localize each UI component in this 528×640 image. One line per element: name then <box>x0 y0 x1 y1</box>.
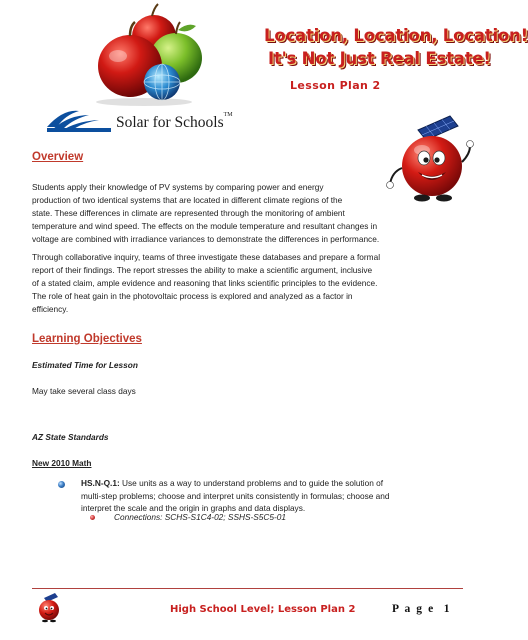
learning-objectives-heading: Learning Objectives <box>32 333 142 345</box>
footer-apple-icon <box>35 592 63 624</box>
text-line: report of their findings. The report stresses the ability to make a scientific argument, inclusive <box>32 265 373 276</box>
text-line: Through collaborative inquiry, teams of three investigate these databases and prepare a formal <box>32 252 381 262</box>
overview-paragraph-1 <box>32 181 462 246</box>
standard-code: HS.N-Q.1: <box>81 478 120 488</box>
apples-illustration-icon <box>26 0 226 108</box>
overview-paragraph-2 <box>32 251 462 316</box>
solar-for-schools-logo-text: Solar for Schools™ <box>116 112 233 131</box>
standard-line <box>81 477 461 490</box>
text-line: of a stated claim, ample evidence and reasoning that links scientific principles to the evidence. <box>32 278 378 289</box>
red-bullet-icon <box>90 515 95 520</box>
standard-hsnq1 <box>81 477 461 515</box>
standard-line: interpret the scale and the origin in graphs and data displays. <box>81 503 306 514</box>
standard-line: multi-step problems; choose and interpret units consistently in formulas; choose and <box>81 490 390 501</box>
text-line: voltage are combined with irradiance variances to demonstrate the differences in performance. <box>32 234 380 245</box>
estimated-time-label: Estimated Time for Lesson <box>32 360 138 370</box>
standard-text: Use units as a way to understand problems and to guide the solution of <box>119 478 384 488</box>
title-line-1: Location, Location, Location! <box>264 26 528 45</box>
page-number <box>392 603 451 615</box>
footer-divider <box>32 588 463 589</box>
text-line: The role of heat gain in the photovoltaic process is explored and analyzed as a factor in <box>32 291 353 302</box>
title-line-2: It's Not Just Real Estate! <box>268 49 491 68</box>
footer-lesson-text: High School Level; Lesson Plan 2 <box>170 604 356 615</box>
text-line: Students apply their knowledge of PV systems by comparing power and energy <box>32 182 324 192</box>
text-line: state. These differences in climate are represented through the monitoring of ambient <box>32 208 345 219</box>
lesson-plan-label: Lesson Plan 2 <box>290 79 381 92</box>
text-line: temperature and wind speed. The effects on the module temperature and resultant changes in <box>32 221 378 232</box>
globe-bullet-icon <box>58 481 65 488</box>
estimated-time-value: May take several class days <box>32 386 136 396</box>
text-line: production of two identical systems that are located in different climate regions of the <box>32 195 343 206</box>
overview-heading: Overview <box>32 151 84 163</box>
text-line: efficiency. <box>32 304 69 315</box>
page-number-value: 1 <box>443 603 452 615</box>
az-standards-label: AZ State Standards <box>32 432 109 442</box>
new-math-label: New 2010 Math <box>32 458 92 468</box>
connections-text: Connections: SCHS-S1C4-02; SSHS-S5C5-01 <box>114 512 287 522</box>
srp-sun-logo-icon <box>43 107 115 133</box>
page-label: P a g e <box>392 603 435 615</box>
